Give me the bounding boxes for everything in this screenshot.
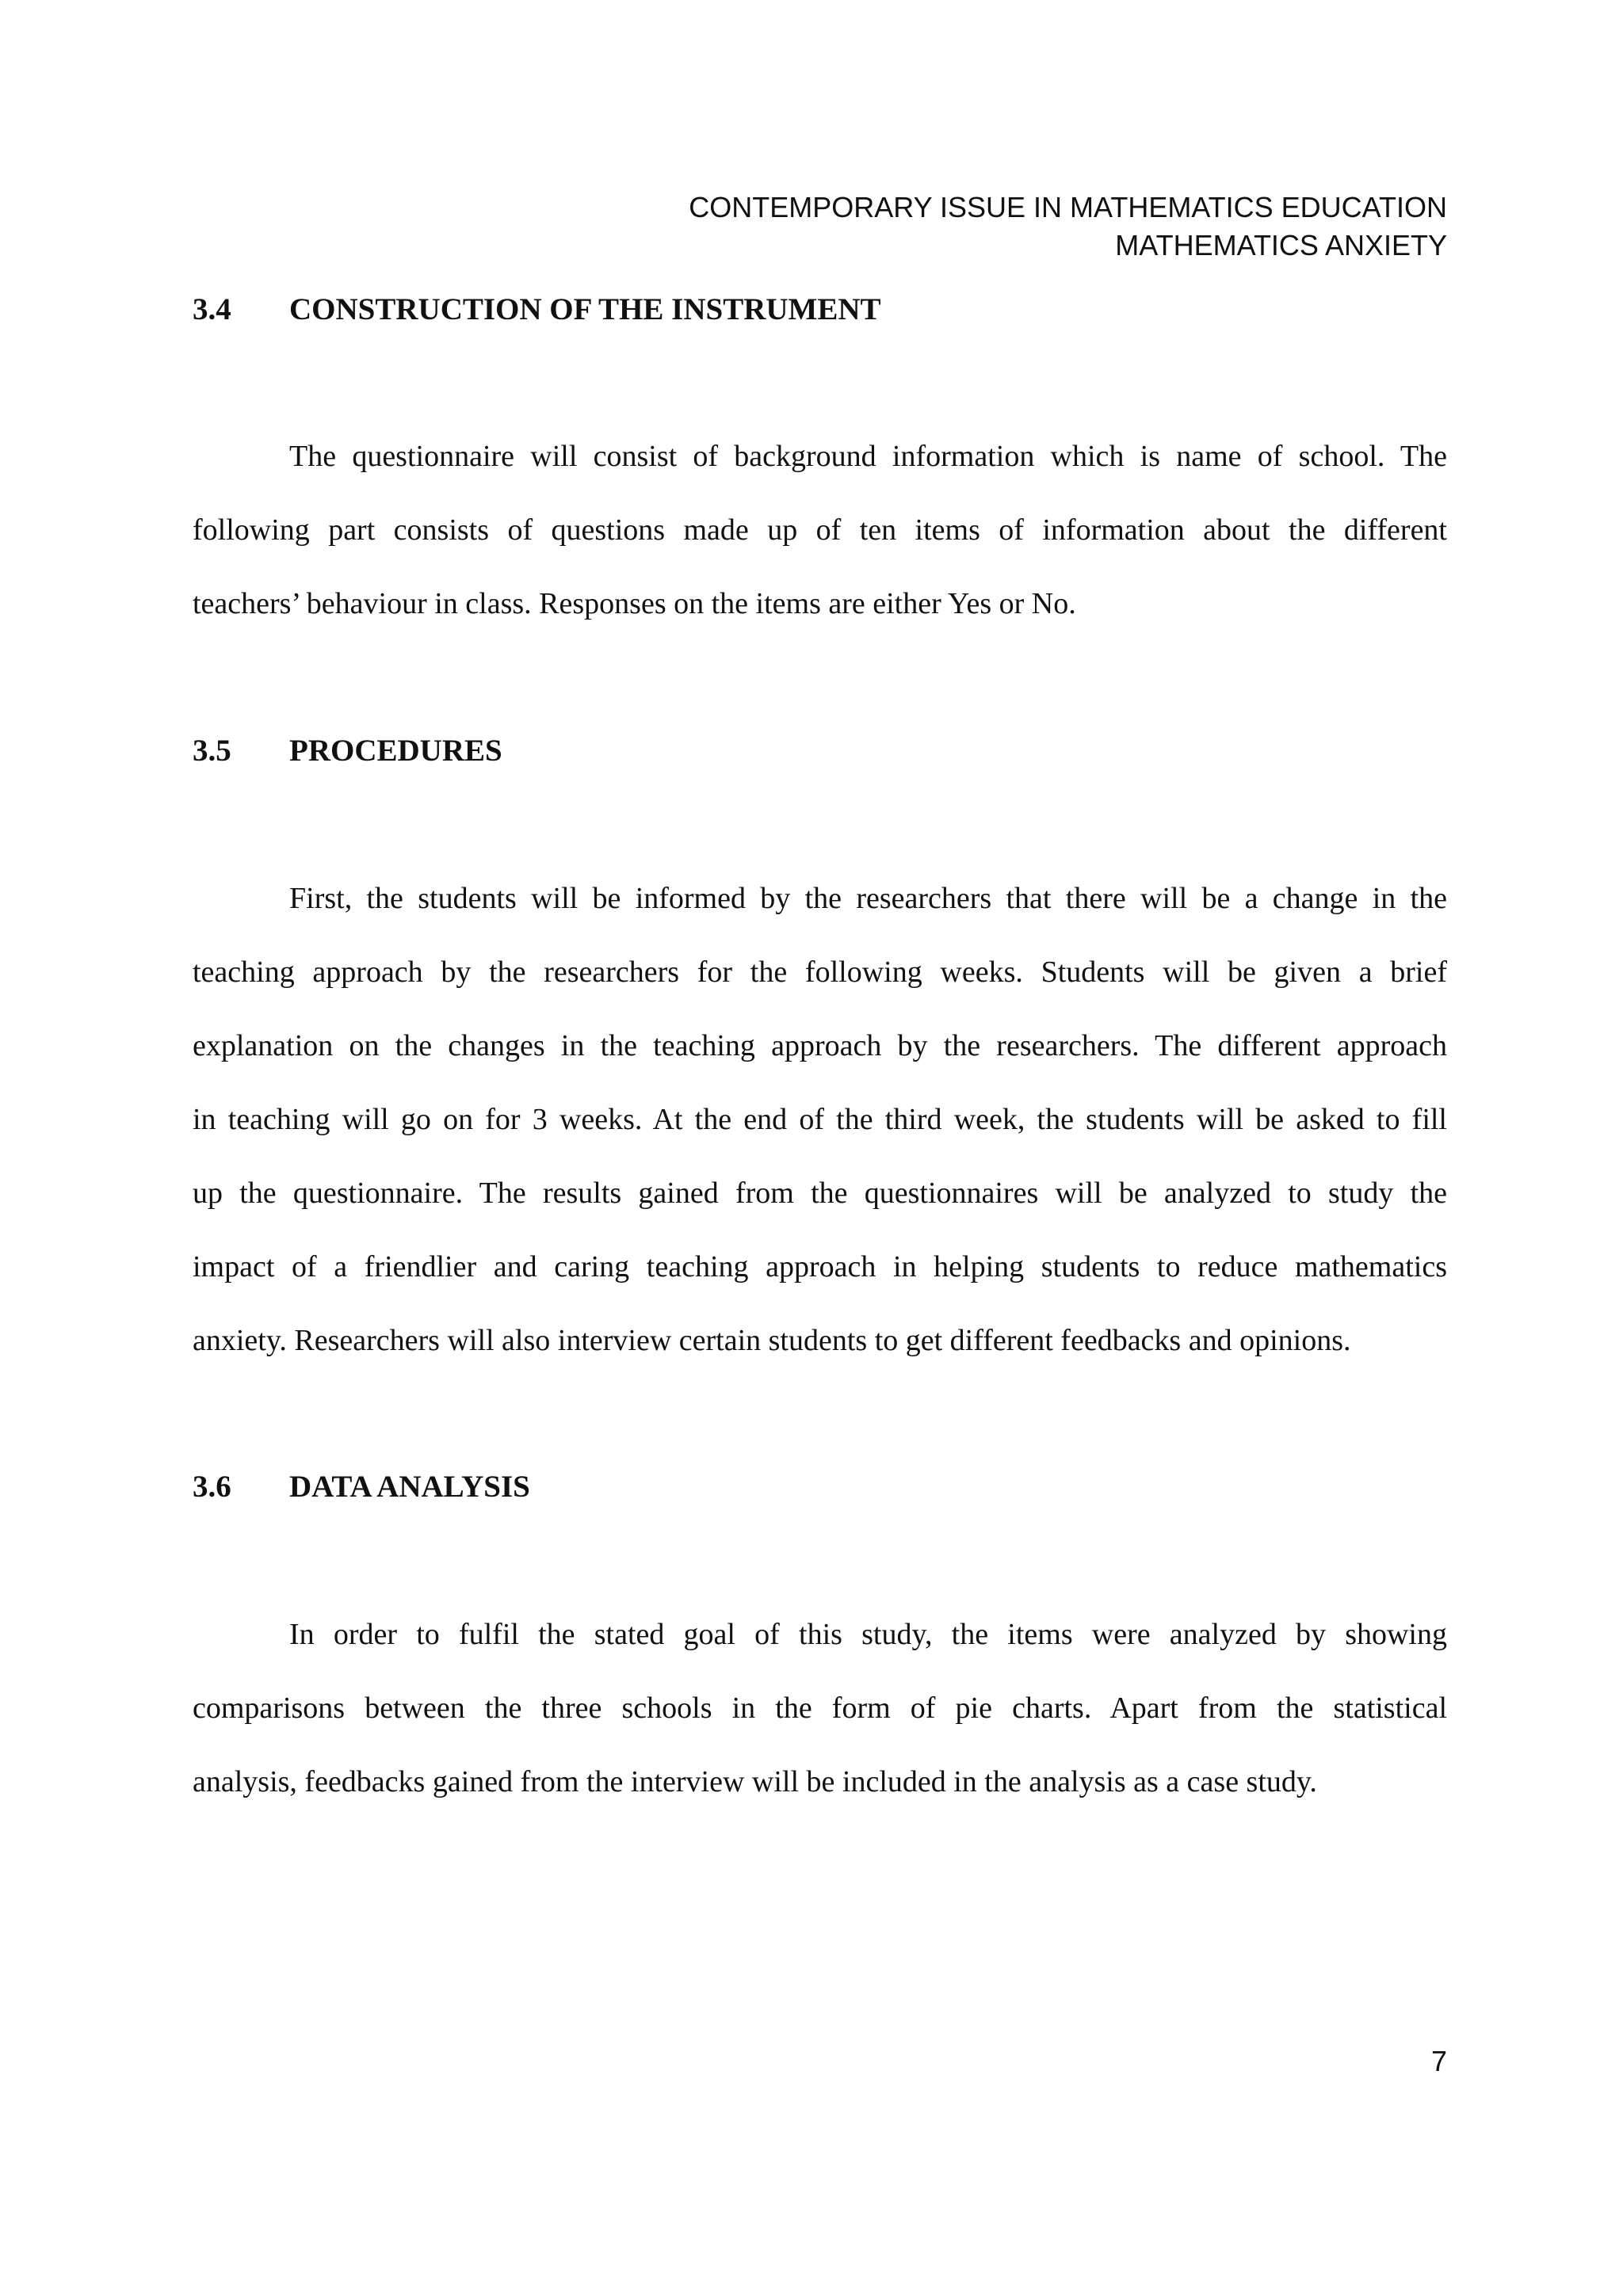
paragraph-line: analysis, feedbacks gained from the interview will be included in the analysis as a case study.: [193, 1765, 1317, 1798]
section-number: 3.5: [193, 734, 231, 768]
section-number: 3.6: [193, 1470, 231, 1504]
section-title: CONSTRUCTION OF THE INSTRUMENT: [289, 292, 881, 326]
paragraph-line: explanation on the changes in the teaching approach by the researchers. The different approach: [193, 1029, 1447, 1062]
section-title: PROCEDURES: [289, 734, 502, 768]
paragraph-construction: [193, 420, 1447, 641]
paragraph-line: The questionnaire will consist of background information which is name of school. The: [289, 440, 1447, 473]
paragraph-line: comparisons between the three schools in the form of pie charts. Apart from the statistical: [193, 1691, 1447, 1725]
running-header: [689, 189, 1447, 265]
paragraph-line: up the questionnaire. The results gained from the questionnaires will be analyzed to study the: [193, 1177, 1447, 1210]
section-heading-3-5: [193, 732, 502, 770]
running-header-line-1: CONTEMPORARY ISSUE IN MATHEMATICS EDUCATION: [689, 191, 1447, 223]
paragraph-line: in teaching will go on for 3 weeks. At the end of the third week, the students will be asked to fill: [193, 1103, 1447, 1136]
paragraph-line: impact of a friendlier and caring teaching approach in helping students to reduce mathematics: [193, 1250, 1447, 1283]
section-heading-3-6: [193, 1468, 530, 1506]
page-number: 7: [1430, 2045, 1447, 2077]
paragraph-line: In order to fulfil the stated goal of this study, the items were analyzed by showing: [289, 1618, 1447, 1651]
section-title: DATA ANALYSIS: [289, 1470, 530, 1504]
paragraph-procedures: [193, 862, 1447, 1378]
section-number: 3.4: [193, 292, 231, 326]
running-header-line-2: MATHEMATICS ANXIETY: [1115, 229, 1447, 261]
section-heading-3-4: [193, 291, 881, 329]
paragraph-line: First, the students will be informed by the researchers that there will be a change in the: [289, 882, 1447, 915]
paragraph-line: teaching approach by the researchers for the following weeks. Students will be given a brief: [193, 955, 1447, 989]
paragraph-data-analysis: [193, 1598, 1447, 1819]
paragraph-line: teachers’ behaviour in class. Responses on the items are either Yes or No.: [193, 587, 1076, 620]
paragraph-line: anxiety. Researchers will also interview certain students to get different feedbacks and opinions.: [193, 1324, 1351, 1357]
paragraph-line: following part consists of questions made up of ten items of information about the different: [193, 513, 1447, 547]
